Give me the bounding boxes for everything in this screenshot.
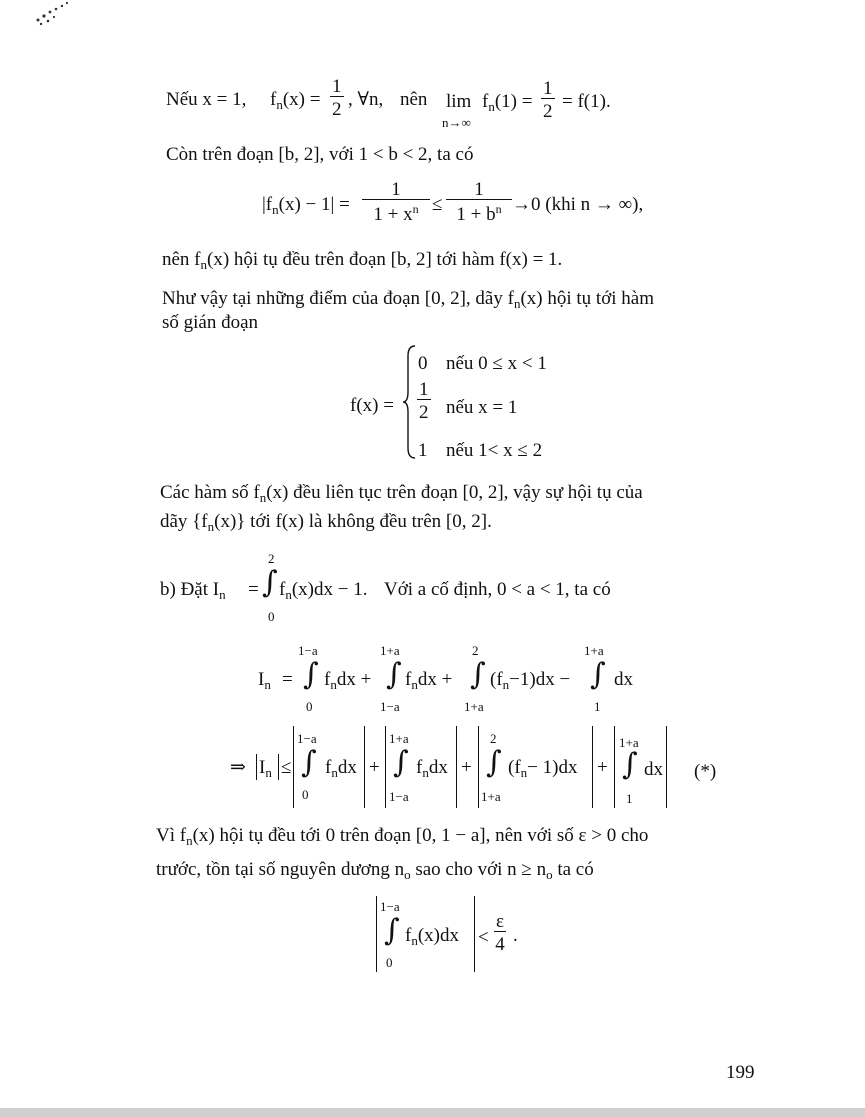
- subscript: n: [285, 587, 292, 602]
- line-nhu-vay: [162, 289, 654, 310]
- abs-bar: [364, 726, 365, 808]
- text: dx: [428, 757, 448, 778]
- integral-lower: 0: [386, 955, 393, 970]
- integral-upper: 1−a: [297, 731, 317, 746]
- abs-bar: [666, 726, 667, 808]
- numerator: ε: [496, 911, 504, 932]
- text: sao cho với n ≥ n: [410, 859, 547, 880]
- f: f: [270, 89, 277, 110]
- equals: =: [282, 669, 293, 690]
- integrand: [324, 670, 371, 691]
- scan-bottom-edge: [0, 1108, 865, 1117]
- lhs: f(x) =: [350, 395, 394, 416]
- integral-sign: ∫: [262, 565, 278, 600]
- subscript: n: [186, 833, 193, 848]
- integral-upper: 1−a: [298, 643, 318, 658]
- subscript: n: [330, 677, 337, 692]
- text: Vì f: [156, 825, 187, 846]
- integral-sign: ∫: [384, 913, 400, 948]
- case1-value: 0: [418, 353, 428, 374]
- text: (x)dx: [417, 925, 459, 946]
- line-so-gian-doan: số gián đoạn: [162, 312, 259, 333]
- subscript: o: [404, 867, 411, 882]
- subscript: n: [411, 677, 418, 692]
- I: I: [258, 669, 265, 690]
- integrand: [279, 580, 367, 601]
- text: →0 (khi n → ∞),: [512, 194, 644, 215]
- superscript: n: [412, 202, 419, 216]
- integral-lower: 0: [302, 787, 309, 802]
- lt-symbol: <: [478, 927, 489, 948]
- integrand: dx: [644, 759, 663, 780]
- abs-bar: [293, 726, 294, 808]
- integrand: [405, 670, 452, 691]
- denominator: 2: [332, 99, 342, 120]
- text: (x) hội tụ đều trên đoạn [b, 2] tới hàm f(x) = 1.: [207, 249, 563, 270]
- integral-sign: ∫: [470, 657, 486, 692]
- subscript: n: [276, 97, 283, 112]
- integral-sign: ∫: [386, 657, 402, 692]
- subscript: n: [265, 765, 272, 780]
- integrand: [490, 670, 570, 691]
- integral-upper: 2: [490, 731, 497, 746]
- integral-lower: 1+a: [481, 789, 501, 804]
- fraction-1-over-1-plus-bn: [446, 180, 512, 224]
- integral-sign: ∫: [486, 745, 502, 780]
- lim-operator: lim: [446, 91, 472, 112]
- denominator: 2: [543, 101, 553, 122]
- numerator: 1: [362, 180, 430, 200]
- text: nên: [400, 89, 428, 110]
- abs-bar: [385, 726, 386, 808]
- line-day-fn: [160, 512, 492, 533]
- left-brace: [402, 344, 418, 460]
- integral-upper: 2: [472, 643, 479, 658]
- fn-expression: [270, 90, 320, 111]
- f: f: [482, 91, 489, 112]
- abs-bar: [614, 726, 615, 808]
- subscript: n: [513, 296, 521, 311]
- corner-scan-mark: [30, 0, 90, 30]
- text: |f: [262, 194, 273, 215]
- line-truoc-ton-tai: [156, 860, 594, 881]
- equation-tag: (*): [694, 761, 717, 782]
- case2-condition: nếu x = 1: [446, 397, 518, 418]
- f: f: [405, 669, 412, 690]
- fraction-epsilon-over-4: [494, 912, 506, 954]
- integrand: [405, 926, 459, 947]
- text: (x) hội tụ đều tới 0 trên đoạn [0, 1 − a], nên với số ε > 0 cho: [192, 825, 649, 846]
- fn1-expression: [482, 92, 532, 113]
- f: f: [405, 925, 412, 946]
- text: Như vậy tại những điểm của đoạn [0, 2], dãy f: [162, 288, 514, 309]
- subscript: n: [272, 202, 279, 217]
- case1-condition: nếu 0 ≤ x < 1: [446, 353, 547, 374]
- subscript: n: [502, 677, 510, 692]
- subscript: o: [546, 867, 553, 882]
- text: dx +: [336, 669, 372, 690]
- text: 1 + x: [373, 204, 413, 225]
- subscript: n: [520, 765, 528, 780]
- f: (f: [490, 669, 503, 690]
- superscript: n: [495, 202, 502, 216]
- subscript: n: [422, 765, 429, 780]
- denominator: 2: [419, 402, 429, 423]
- text: ta có: [552, 859, 594, 880]
- case2-fraction: [417, 380, 431, 422]
- fraction-1-over-1-plus-xn: [362, 180, 430, 224]
- I: I: [259, 757, 266, 778]
- integral-upper: 2: [268, 551, 275, 566]
- text: = f(1).: [562, 91, 611, 112]
- integral-lower: 1: [626, 791, 633, 806]
- subscript: n: [219, 587, 226, 602]
- denominator: [446, 200, 512, 224]
- denominator: [362, 200, 430, 224]
- fraction-one-half-2: [541, 79, 555, 121]
- f: f: [416, 757, 423, 778]
- f: f: [279, 579, 286, 600]
- lhs: [259, 758, 272, 779]
- integral-lower: 0: [268, 609, 275, 624]
- integral-upper: 1+a: [584, 643, 604, 658]
- text: 1 + b: [456, 204, 496, 225]
- subscript: n: [200, 257, 208, 272]
- abs-bar: [278, 754, 279, 780]
- text: nên f: [162, 249, 201, 270]
- numerator: 1: [419, 379, 429, 400]
- text: −1)dx −: [509, 669, 571, 690]
- text: Nếu x = 1,: [166, 89, 247, 110]
- integral-upper: 1+a: [619, 735, 639, 750]
- subscript: n: [331, 765, 338, 780]
- text: dx: [337, 757, 357, 778]
- integral-sign: ∫: [622, 747, 638, 782]
- numerator: 1: [543, 78, 553, 99]
- integral-sign: ∫: [301, 745, 317, 780]
- abs-bar: [478, 726, 479, 808]
- integral-lower: 1−a: [389, 789, 409, 804]
- integral-lower: 1: [594, 699, 601, 714]
- text: b) Đặt I: [160, 579, 220, 600]
- integral-sign: ∫: [303, 657, 319, 692]
- abs-bar: [376, 896, 377, 972]
- leq-symbol: ≤: [281, 757, 292, 778]
- text: trước, tồn tại số nguyên dương n: [156, 859, 405, 880]
- integral-sign: ∫: [590, 657, 606, 692]
- subscript: n: [488, 99, 495, 114]
- leq-symbol: ≤: [432, 194, 443, 215]
- case3-condition: nếu 1< x ≤ 2: [446, 440, 543, 461]
- text: dx +: [417, 669, 453, 690]
- abs-bar: [256, 754, 257, 780]
- equals: =: [248, 579, 259, 600]
- text: Các hàm số f: [160, 482, 260, 503]
- text: dãy {f: [160, 511, 208, 532]
- numerator: 1: [332, 76, 342, 97]
- plus: +: [369, 757, 380, 778]
- f: f: [325, 757, 332, 778]
- subscript: n: [411, 933, 418, 948]
- subscript: n: [264, 677, 271, 692]
- integrand: dx: [614, 669, 633, 690]
- text: Với a cố định, 0 < a < 1, ta có: [384, 579, 611, 600]
- text: (x)} tới f(x) là không đều trên [0, 2].: [214, 511, 492, 532]
- part-b-label: [160, 580, 226, 601]
- line-con-tren-doan: Còn trên đoạn [b, 2], với 1 < b < 2, ta có: [166, 144, 474, 165]
- integral-sign: ∫: [393, 745, 409, 780]
- integral-upper: 1+a: [389, 731, 409, 746]
- f: (f: [508, 757, 521, 778]
- integral-upper: 1+a: [380, 643, 400, 658]
- lhs: [258, 670, 271, 691]
- subscript: n: [259, 490, 267, 505]
- text: (x) đều liên tục trên đoạn [0, 2], vậy sự hội tụ của: [266, 482, 643, 503]
- case3-value: 1: [418, 440, 428, 461]
- denominator: 4: [495, 934, 505, 955]
- integral-upper: 1−a: [380, 899, 400, 914]
- line-cac-ham-so: [160, 483, 643, 504]
- fraction-one-half: [330, 77, 344, 119]
- text: (x) hội tụ tới hàm: [520, 288, 654, 309]
- lim-subscript: n→∞: [442, 115, 471, 130]
- abs-bar: [456, 726, 457, 808]
- page-number: 199: [726, 1062, 755, 1083]
- integrand: [325, 758, 357, 779]
- integral-lower: 1+a: [464, 699, 484, 714]
- abs-bar: [474, 896, 475, 972]
- line-vi-fn-hoi-tu: [156, 826, 648, 847]
- text: , ∀n,: [348, 89, 384, 110]
- integral-lower: 0: [306, 699, 313, 714]
- integral-lower: 1−a: [380, 699, 400, 714]
- text: (1) =: [494, 91, 533, 112]
- text: (x) =: [282, 89, 321, 110]
- abs-expression: [262, 195, 350, 216]
- implies-arrow: ⇒: [230, 757, 246, 778]
- text: − 1)dx: [527, 757, 578, 778]
- abs-bar: [592, 726, 593, 808]
- numerator: 1: [446, 180, 512, 200]
- line-hoi-tu-deu: [162, 250, 562, 271]
- subscript: n: [207, 519, 215, 534]
- period: .: [513, 925, 518, 946]
- text: (x)dx − 1.: [291, 579, 368, 600]
- text: (x) − 1| =: [278, 194, 350, 215]
- integrand: [416, 758, 448, 779]
- integrand: [508, 758, 577, 779]
- f: f: [324, 669, 331, 690]
- plus: +: [597, 757, 608, 778]
- plus: +: [461, 757, 472, 778]
